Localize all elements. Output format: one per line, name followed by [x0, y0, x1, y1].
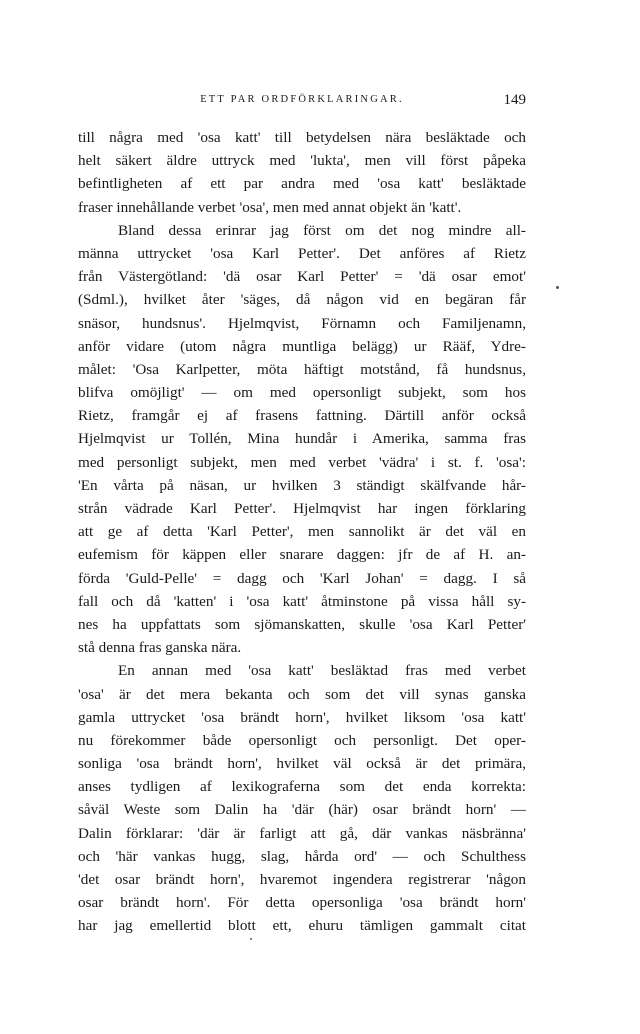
- text-line: snäsor, hundsnus'. Hjelmqvist, Förnamn och Familjenamn,: [78, 314, 526, 332]
- text-line: osar brändt horn'. För detta opersonliga 'osa brändt horn': [78, 894, 526, 912]
- page-header: [78, 92, 526, 112]
- page-speck: [250, 938, 252, 940]
- body-text: [78, 126, 526, 938]
- text-line: Rietz, framgår ej af frasens fattning. Därtill anför också: [78, 407, 526, 425]
- text-line: målet: 'Osa Karlpetter, möta häftigt motstånd, få hundsnus,: [78, 360, 526, 378]
- text-line: förda 'Guld-Pelle' = dagg och 'Karl Johan' = dagg. I så: [78, 569, 526, 587]
- text-line: och 'här vankas hugg, slag, hårda ord' — och Schulthess: [78, 847, 526, 865]
- text-line: gamla uttrycket 'osa brändt horn', hvilket liksom 'osa katt': [78, 708, 526, 726]
- text-line: anför vidare (utom några muntliga belägg) ur Rääf, Ydre-: [78, 337, 526, 355]
- margin-speck: [556, 286, 559, 289]
- text-line: med personligt subjekt, men med verbet 'vädra' i st. f. 'osa':: [78, 453, 526, 471]
- text-line: helt säkert äldre uttryck med 'lukta', men vill först påpeka: [78, 152, 526, 170]
- text-line: nes ha uppfattats som sjömanskatten, skulle 'osa Karl Petter': [78, 615, 526, 633]
- text-line: 'En vårta på näsan, ur hvilken 3 ständigt skälfvande hår-: [78, 476, 526, 494]
- text-line: sonliga 'osa brändt horn', hvilket väl också är det primära,: [78, 755, 526, 773]
- text-line: fall och då 'katten' i 'osa katt' åtminstone på vissa håll sy-: [78, 592, 526, 610]
- text-line: blifva omöjligt' — om med opersonligt subjekt, som hos: [78, 384, 526, 402]
- text-line: Hjelmqvist ur Tollén, Mina hundår i Amerika, samma fras: [78, 430, 526, 448]
- text-line: (Sdml.), hvilket åter 'säges, då någon vid en begäran får: [78, 291, 526, 309]
- text-line: stå denna fras ganska nära.: [78, 639, 242, 657]
- text-line: 'det osar brändt horn', hvaremot ingendera registrerar 'någon: [78, 871, 526, 888]
- text-line: till några med 'osa katt' till betydelsen nära besläktade och: [78, 129, 526, 146]
- text-line: eufemism för käppen eller snarare daggen: jfr de af H. an-: [78, 546, 526, 564]
- text-line: anses tydligen af lexikograferna som det enda korrekta:: [78, 778, 526, 796]
- running-title: ETT PAR ORDFÖRKLARINGAR.: [200, 94, 404, 105]
- text-line: nu förekommer både opersonligt och personligt. Det oper-: [78, 731, 526, 749]
- text-line: männa uttrycket 'osa Karl Petter'. Det anföres af Rietz: [78, 244, 526, 262]
- text-line: från Västergötland: 'dä osar Karl Petter' = 'dä osar emot': [78, 268, 526, 286]
- text-line: befintligheten af ett par andra med 'osa katt' besläktade: [78, 175, 526, 193]
- page-number: 149: [503, 92, 526, 108]
- paragraph-start-line: En annan med 'osa katt' besläktad fras med verbet: [118, 662, 526, 680]
- text-line: att ge af detta 'Karl Petter', men sannolikt är det väl en: [78, 523, 526, 541]
- text-line: strån vädrade Karl Petter'. Hjelmqvist har ingen förklaring: [78, 500, 526, 517]
- paragraph-start-line: Bland dessa erinrar jag först om det nog mindre all-: [118, 221, 526, 239]
- text-line: Dalin förklarar: 'där är farligt att gå, där vankas näsbränna': [78, 824, 526, 842]
- text-line: såväl Weste som Dalin ha 'där (här) osar brändt horn' —: [78, 801, 526, 819]
- text-line: 'osa' är det mera bekanta och som det vill synas ganska: [78, 685, 526, 703]
- text-line: fraser innehållande verbet 'osa', men med annat objekt än 'katt'.: [78, 198, 462, 216]
- text-line: har jag emellertid blott ett, ehuru tämligen gammalt citat: [78, 917, 526, 935]
